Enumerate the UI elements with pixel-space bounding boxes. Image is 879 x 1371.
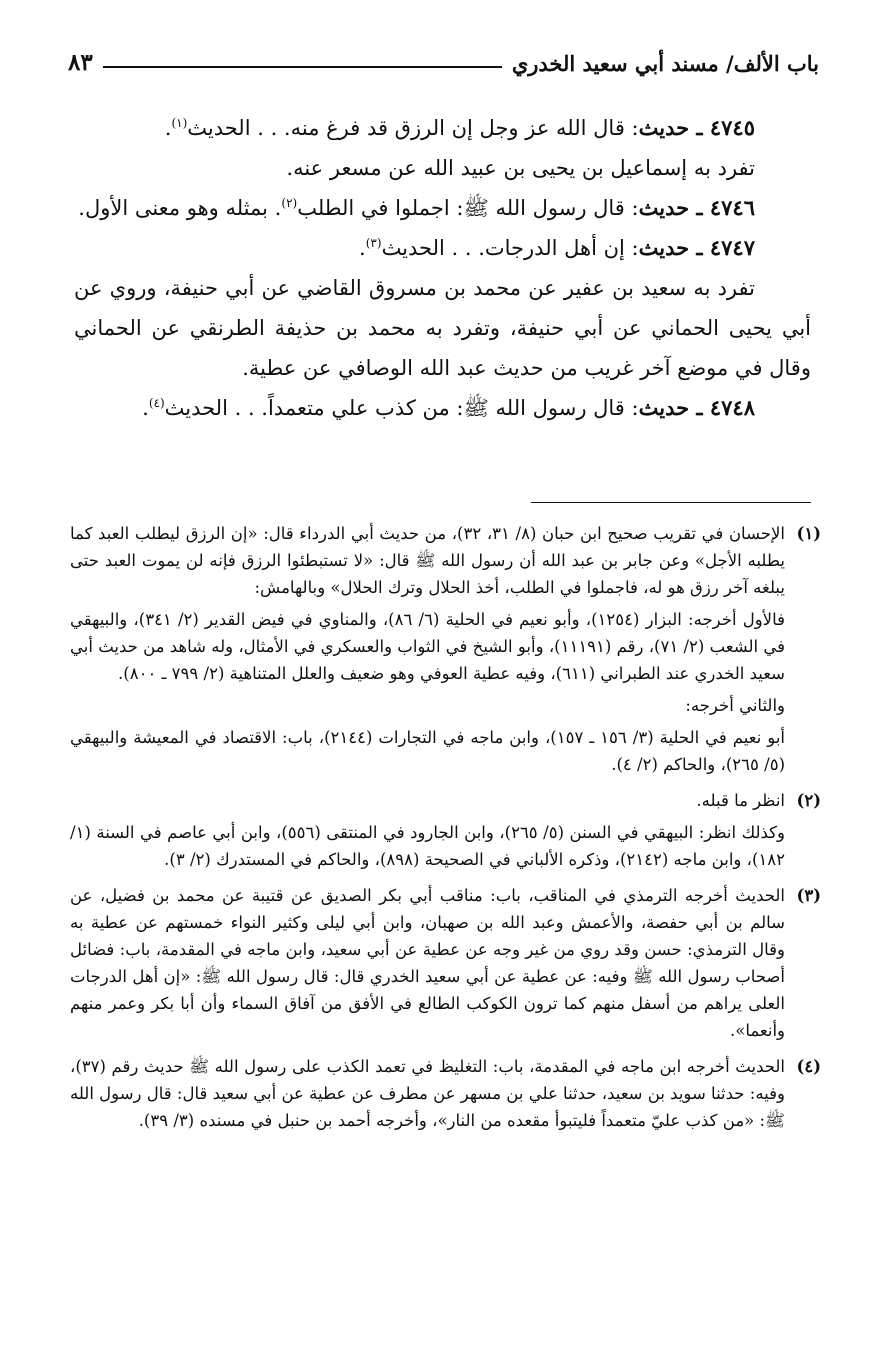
- footnote-2: [70, 787, 821, 878]
- hadith-keyword: حديث: [638, 115, 690, 140]
- hadith-separator: ـ: [689, 115, 710, 140]
- footnote-body: [70, 1053, 785, 1139]
- footnote-body: [70, 520, 785, 783]
- footnote-paragraph: وكذلك انظر: البيهقي في السنن (٥/ ٢٦٥)، وابن الجارود في المنتقى (٥٥٦)، وابن أبي عاصم في السنة (١/ ١٨٢)، وابن ماجه (٢١٤٢)، وذكره الألباني في الصحيحة (٨٩٨)، والحاكم في المستدرك (٢/ ٣).: [70, 823, 785, 869]
- hadith-number: ٤٧٤٨: [709, 395, 755, 420]
- hadith-text: : إن أهل الدرجات. . . الحديث: [381, 236, 639, 260]
- hadith-end: .: [164, 116, 172, 140]
- footnote-paragraph: فالأول أخرجه: البزار (١٢٥٤)، وأبو نعيم في الحلية (٦/ ٨٦)، والمناوي في فيض القدير (٢/ ٣٤١)، والبيهقي في الشعب (٢/ ٧١)، رقم (١١١٩١)، وأبو الشيخ في الثواب والعسكري في الأمثال، وله شاهد من حديث أبي سعيد الخدري عند الطبراني (٦١١)، وفيه عطية العوفي وهو ضعيف والعلل المتناهية (٢/ ٧٩٩ ـ ٨٠٠).: [70, 610, 785, 683]
- hadith-separator: ـ: [689, 235, 710, 260]
- footnote-paragraph: الحديث أخرجه الترمذي في المناقب، باب: مناقب أبي بكر الصديق عن قتيبة عن محمد بن فضيل، عن سالم بن أبي حفصة، والأعمش وعبد الله بن صهبان، وابن أبي ليلى وكثير النواء خمستهم عن عطية به وقال الترمذي: حسن وقد روي من غير وجه عن عطية عن أبي سعيد، وابن ماجه في المقدمة، باب: فضائل أصحاب رسول الله ﷺ وفيه: عن عطية عن أبي سعيد الخدري قال: قال رسول الله ﷺ: «إن أهل الدرجات العلى يراهم من أسفل منهم كما ترون الكوكب الطالع في الأفق من آفاق السماء وأن أبا بكر وعمر منهم وأنعما».: [70, 886, 785, 1040]
- hadith-text: : قال الله عز وجل إن الرزق قد فرغ منه. . . الحديث: [187, 116, 639, 140]
- commentary-4747: [74, 268, 811, 388]
- hadith-end: .: [359, 236, 366, 260]
- footnotes: [70, 520, 821, 1143]
- page-number: ٨٣: [68, 49, 93, 76]
- hadith-text: : قال رسول الله ﷺ: من كذب علي متعمداً. . . الحديث: [164, 396, 639, 420]
- footnote-1: [70, 520, 821, 783]
- hadith-4745: [74, 108, 811, 148]
- hadith-keyword: حديث: [638, 195, 690, 220]
- hadith-keyword: حديث: [638, 235, 690, 260]
- footnote-ref-2[interactable]: (٢): [281, 196, 298, 210]
- footnote-paragraph: الإحسان في تقريب صحيح ابن حبان (٨/ ٣١، ٣٢)، من حديث أبي الدرداء قال: «إن الرزق ليطلب العبد كما يطلبه الأجل» وعن جابر بن عبد الله أن رسول الله ﷺ قال: «لا تستبطئوا الرزق فإنه لن يموت العبد حتى يبلغه آخر رزق هو له، فاجملوا في الطلب، أخذ الحلال وترك الحلال» وبالهامش:: [70, 524, 785, 597]
- footnote-number: (٢): [796, 791, 821, 810]
- footnote-separator: [531, 502, 811, 503]
- hadith-number: ٤٧٤٧: [709, 235, 755, 260]
- commentary-4745: [74, 148, 811, 188]
- footnote-paragraph: والثاني أخرجه:: [685, 696, 785, 715]
- hadith-number: ٤٧٤٥: [709, 115, 755, 140]
- hadith-separator: ـ: [689, 195, 710, 220]
- hadith-4746: [74, 188, 811, 228]
- footnote-4: [70, 1053, 821, 1139]
- hadith-4747: [74, 228, 811, 268]
- footnote-number: (٤): [796, 1057, 821, 1076]
- footnote-paragraph: انظر ما قبله.: [696, 791, 785, 810]
- footnote-ref-1[interactable]: (١): [171, 116, 188, 130]
- hadith-end: .: [142, 396, 149, 420]
- header-title: باب الألف/ مسند أبي سعيد الخدري: [511, 51, 819, 76]
- footnote-ref-3[interactable]: (٣): [365, 236, 382, 250]
- hadith-separator: ـ: [689, 395, 710, 420]
- footnote-3: [70, 882, 821, 1049]
- hadith-text: : قال رسول الله ﷺ: اجملوا في الطلب: [297, 196, 639, 220]
- footnote-ref-4[interactable]: (٤): [148, 396, 165, 410]
- hadith-number: ٤٧٤٦: [709, 195, 755, 220]
- commentary-text: تفرد به سعيد بن عفير عن محمد بن مسروق القاضي عن أبي حنيفة، وروي عن أبي يحيى الحماني عن أبي حنيفة، وتفرد به محمد بن حذيفة الطرنقي عن الحماني وقال في موضع آخر غريب من حديث عبد الله الوصافي عن عطية.: [74, 276, 811, 380]
- header-rule: [103, 66, 502, 68]
- footnote-body: [70, 882, 785, 1049]
- running-header: [68, 38, 819, 78]
- footnote-paragraph: أبو نعيم في الحلية (٣/ ١٥٦ ـ ١٥٧)، وابن ماجه في التجارات (٢١٤٤)، باب: الاقتصاد في المعيشة والبيهقي (٥/ ٢٦٥)، والحاكم (٢/ ٤).: [70, 728, 786, 774]
- hadith-4748: [74, 388, 811, 428]
- footnote-paragraph: الحديث أخرجه ابن ماجه في المقدمة، باب: التغليظ في تعمد الكذب على رسول الله ﷺ حديث رقم (٣٧)، وفيه: حدثنا سويد بن سعيد، حدثنا علي بن مسهر عن مطرف عن عطية عن أبي سعيد قال: قال رسول الله ﷺ: «من كذب عليّ متعمداً فليتبوأ مقعده من النار»، وأخرجه أحمد بن حنبل في مسنده (٣/ ٣٩).: [70, 1057, 785, 1130]
- hadith-end: . بمثله وهو معنى الأول.: [78, 196, 282, 220]
- main-text: [74, 108, 811, 428]
- footnote-number: (١): [796, 524, 821, 543]
- footnote-body: [70, 787, 785, 878]
- footnote-number: (٣): [796, 886, 821, 905]
- hadith-keyword: حديث: [638, 395, 690, 420]
- commentary-text: تفرد به إسماعيل بن يحيى بن عبيد الله عن مسعر عنه.: [286, 156, 755, 180]
